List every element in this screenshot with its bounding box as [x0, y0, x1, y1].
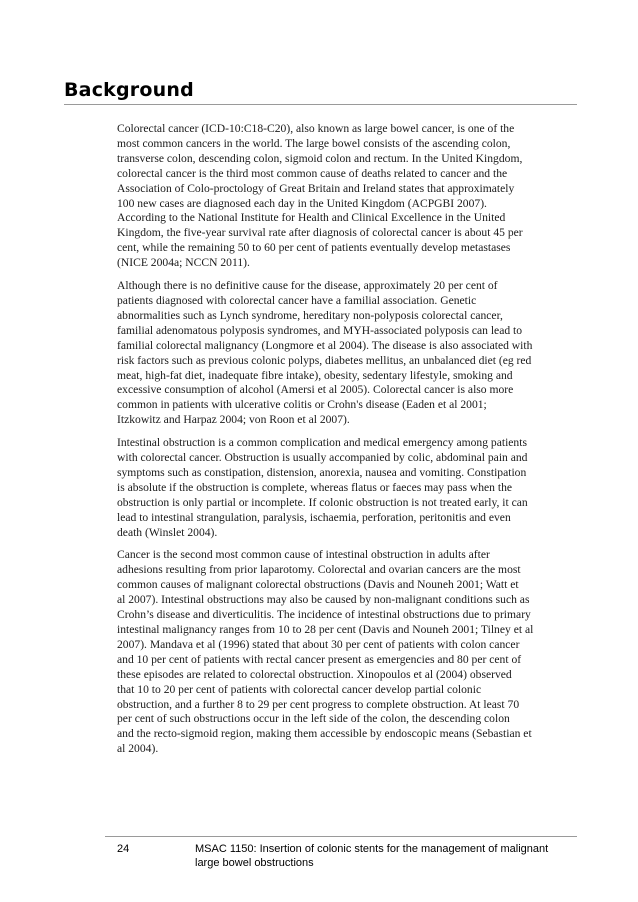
paragraph-line: abnormalities such as Lynch syndrome, hereditary non-polyposis colorectal cancer,: [117, 308, 503, 322]
paragraph-line: Although there is no definitive cause for the disease, approximately 20 per cent of: [117, 279, 498, 293]
paragraph-line: transverse colon, descending colon, sigmoid colon and rectum. In the United Kingdom,: [117, 151, 523, 165]
paragraph-line: excessive consumption of alcohol (Amersi et al 2005). Colorectal cancer is also more: [117, 383, 514, 397]
paragraph: [117, 279, 555, 428]
paragraph-line: Kingdom, the five-year survival rate after diagnosis of colorectal cancer is about 45 per: [117, 226, 523, 240]
paragraph-line: Association of Colo-proctology of Great Britain and Ireland states that approximately: [117, 181, 515, 195]
paragraph-line: patients diagnosed with colorectal cancer have a familial association. Genetic: [117, 293, 477, 307]
paragraph-line: obstruction, and a further 8 to 29 per cent progress to complete obstruction. At least 70: [117, 697, 520, 711]
paragraph-line: Cancer is the second most common cause of intestinal obstruction in adults after: [117, 548, 490, 562]
paragraph-line: adhesions resulting from prior laparotomy. Colorectal and ovarian cancers are the most: [117, 563, 521, 577]
paragraph-line: cent, while the remaining 50 to 60 per cent of patients eventually develop metastases: [117, 241, 511, 255]
paragraph-line: familial adenomatous polyposis syndromes, and MYH-associated polyposis can lead to: [117, 323, 523, 337]
paragraph-line: al 2004).: [117, 742, 159, 756]
body-text: [117, 122, 555, 765]
footer-title-line: MSAC 1150: Insertion of colonic stents for the management of malignant: [195, 843, 549, 855]
paragraph-line: death (Winslet 2004).: [117, 525, 218, 539]
paragraph-line: with colorectal cancer. Obstruction is usually accompanied by colic, abdominal pain and: [117, 451, 528, 465]
paragraph-line: obstruction is only partial or incomplete. If colonic obstruction is not treated early, it can: [117, 495, 528, 509]
paragraph-line: these episodes are related to colorectal obstruction. Xinopoulos et al (2004) observed: [117, 667, 512, 681]
heading-divider: [64, 104, 577, 105]
footer-title-line: large bowel obstructions: [195, 857, 314, 869]
paragraph: [117, 122, 555, 271]
paragraph-line: and 10 per cent of patients with rectal cancer present as emergencies and 80 per cent of: [117, 652, 522, 666]
paragraph-line: and the recto-sigmoid region, making them accessible by endoscopic means (Sebastian et: [117, 727, 532, 741]
paragraph: [117, 548, 555, 757]
paragraph-line: 100 new cases are diagnosed each day in the United Kingdom (ACPGBI 2007).: [117, 196, 487, 210]
paragraph-line: Crohn’s disease and diverticulitis. The incidence of intestinal obstructions due to primary: [117, 608, 531, 622]
paragraph-line: (NICE 2004a; NCCN 2011).: [117, 256, 250, 270]
paragraph-line: Colorectal cancer (ICD-10:C18-C20), also known as large bowel cancer, is one of the: [117, 122, 515, 135]
paragraph-line: risk factors such as previous colonic polyps, diabetes mellitus, an unbalanced diet (eg red: [117, 353, 532, 367]
paragraph: [117, 436, 555, 540]
paragraph-line: that 10 to 20 per cent of patients with colorectal cancer develop partial colonic: [117, 682, 482, 696]
paragraph-line: symptoms such as constipation, distension, anorexia, nausea and vomiting. Constipation: [117, 465, 527, 479]
paragraph-line: lead to intestinal strangulation, paralysis, ischaemia, perforation, peritonitis and even: [117, 510, 511, 524]
footer-title: [195, 842, 575, 870]
paragraph-line: common causes of malignant colorectal obstructions (Davis and Nouneh 2001; Watt et: [117, 578, 519, 592]
paragraph-line: common in patients with ulcerative colitis or Crohn's disease (Eaden et al 2001;: [117, 398, 487, 412]
page-number: 24: [117, 843, 130, 855]
paragraph-line: Itzkowitz and Harpaz 2004; von Roon et al 2007).: [117, 413, 350, 427]
paragraph-line: most common cancers in the world. The large bowel consists of the ascending colon,: [117, 136, 511, 150]
paragraph-line: meat, high-fat diet, inadequate fibre intake), obesity, sedentary lifestyle, smoking and: [117, 368, 513, 382]
section-heading: Background: [64, 79, 194, 101]
paragraph-line: intestinal malignancy ranges from 10 to 28 per cent (Davis and Nouneh 2001; Tilney et al: [117, 623, 534, 636]
paragraph-line: familial colorectal malignancy (Longmore et al 2004). The disease is also associated with: [117, 338, 533, 352]
paragraph-line: al 2007). Intestinal obstructions may also be caused by non-malignant conditions such as: [117, 593, 530, 607]
paragraph-line: per cent of such obstructions occur in the left side of the colon, the descending colon: [117, 712, 510, 726]
paragraph-line: 2007). Mandava et al (1996) stated that about 30 per cent of patients with colon cancer: [117, 637, 520, 651]
paragraph-line: Intestinal obstruction is a common complication and medical emergency among patients: [117, 436, 527, 450]
paragraph-line: is absolute if the obstruction is complete, whereas flatus or faeces may pass when the: [117, 480, 513, 494]
footer-divider: [105, 836, 577, 837]
paragraph-line: According to the National Institute for Health and Clinical Excellence in the United: [117, 211, 506, 225]
paragraph-line: colorectal cancer is the third most common cause of deaths related to cancer and the: [117, 166, 508, 180]
